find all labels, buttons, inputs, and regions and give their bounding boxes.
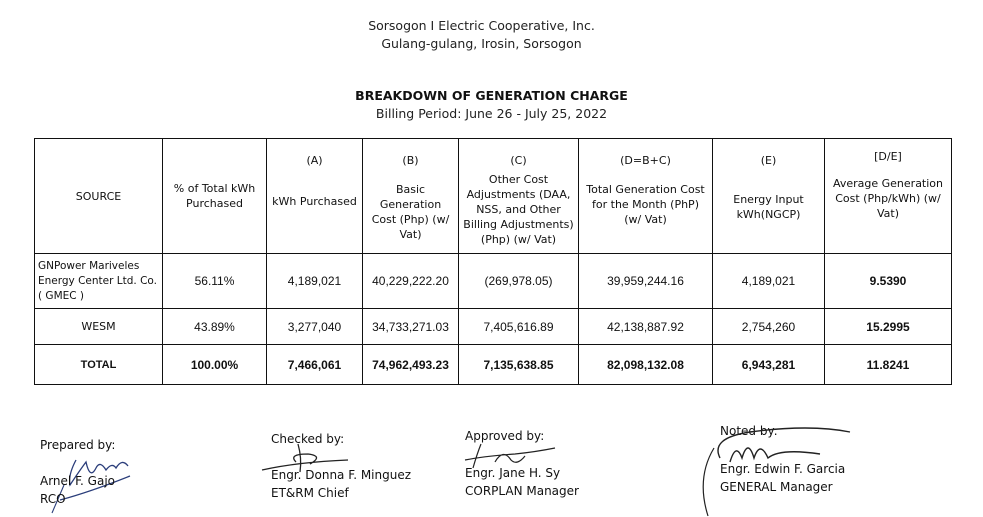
table-row bbox=[35, 309, 952, 345]
header-kwh-purchased: (A) kWh Purchased bbox=[267, 139, 363, 254]
cell-other-cost: (269,978.05) bbox=[459, 254, 579, 309]
organization-name: Sorsogon I Electric Cooperative, Inc. bbox=[368, 18, 595, 33]
header-total-generation-cost: (D=B+C) Total Generation Cost for the Month (PhP) (w/ Vat) bbox=[579, 139, 713, 254]
cell-kwh: 3,277,040 bbox=[267, 309, 363, 345]
noted-by-name: Engr. Edwin F. Garcia bbox=[720, 462, 846, 476]
total-label: TOTAL bbox=[35, 345, 163, 385]
header-basic-generation-cost: (B) Basic Generation Cost (Php) (w/ Vat) bbox=[363, 139, 459, 254]
cell-other-cost: 7,405,616.89 bbox=[459, 309, 579, 345]
header-energy-input: (E) Energy Input kWh(NGCP) bbox=[713, 139, 825, 254]
noted-by-caption: Noted by: bbox=[720, 424, 778, 438]
header-source: SOURCE bbox=[35, 139, 163, 254]
cell-total-cost: 42,138,887.92 bbox=[579, 309, 713, 345]
total-basic-cost: 74,962,493.23 bbox=[363, 345, 459, 385]
cell-average-cost: 9.5390 bbox=[825, 254, 952, 309]
checked-by-position: ET&RM Chief bbox=[271, 486, 349, 500]
cell-energy-input: 2,754,260 bbox=[713, 309, 825, 345]
organization-address: Gulang-gulang, Irosin, Sorsogon bbox=[381, 36, 582, 51]
total-generation-cost: 82,098,132.08 bbox=[579, 345, 713, 385]
total-percent: 100.00% bbox=[163, 345, 267, 385]
prepared-by-name: Arnel F. Gajo bbox=[40, 474, 115, 488]
table-row bbox=[35, 254, 952, 309]
document-title: BREAKDOWN OF GENERATION CHARGE bbox=[355, 88, 628, 103]
approved-by-name: Engr. Jane H. Sy bbox=[465, 466, 561, 480]
total-energy-input: 6,943,281 bbox=[713, 345, 825, 385]
table-header-row bbox=[35, 139, 952, 254]
cell-percent: 56.11% bbox=[163, 254, 267, 309]
cell-basic-cost: 34,733,271.03 bbox=[363, 309, 459, 345]
prepared-by-caption: Prepared by: bbox=[40, 438, 116, 452]
header-other-cost-adjustments: (C) Other Cost Adjustments (DAA, NSS, and Other Billing Adjustments) (Php) (w/ Vat) bbox=[459, 139, 579, 254]
cell-kwh: 4,189,021 bbox=[267, 254, 363, 309]
noted-by-position: GENERAL Manager bbox=[720, 480, 833, 494]
cell-source: WESM bbox=[35, 309, 163, 345]
total-average-cost: 11.8241 bbox=[825, 345, 952, 385]
checked-by-caption: Checked by: bbox=[271, 432, 345, 446]
approved-by-position: CORPLAN Manager bbox=[465, 484, 579, 498]
total-other-cost: 7,135,638.85 bbox=[459, 345, 579, 385]
header-average-generation-cost: [D/E] Average Generation Cost (Php/kWh) (w/ Vat) bbox=[825, 139, 952, 254]
generation-charge-table bbox=[34, 138, 952, 385]
cell-percent: 43.89% bbox=[163, 309, 267, 345]
cell-average-cost: 15.2995 bbox=[825, 309, 952, 345]
cell-total-cost: 39,959,244.16 bbox=[579, 254, 713, 309]
prepared-by-position: RCO bbox=[40, 492, 66, 506]
cell-source: GNPower Mariveles Energy Center Ltd. Co. ( GMEC ) bbox=[35, 254, 163, 309]
header-percent: % of Total kWh Purchased bbox=[163, 139, 267, 254]
cell-basic-cost: 40,229,222.20 bbox=[363, 254, 459, 309]
table-total-row bbox=[35, 345, 952, 385]
approved-by-caption: Approved by: bbox=[465, 429, 545, 443]
total-kwh: 7,466,061 bbox=[267, 345, 363, 385]
billing-period: Billing Period: June 26 - July 25, 2022 bbox=[375, 106, 608, 121]
cell-energy-input: 4,189,021 bbox=[713, 254, 825, 309]
checked-by-name: Engr. Donna F. Minguez bbox=[271, 468, 412, 482]
